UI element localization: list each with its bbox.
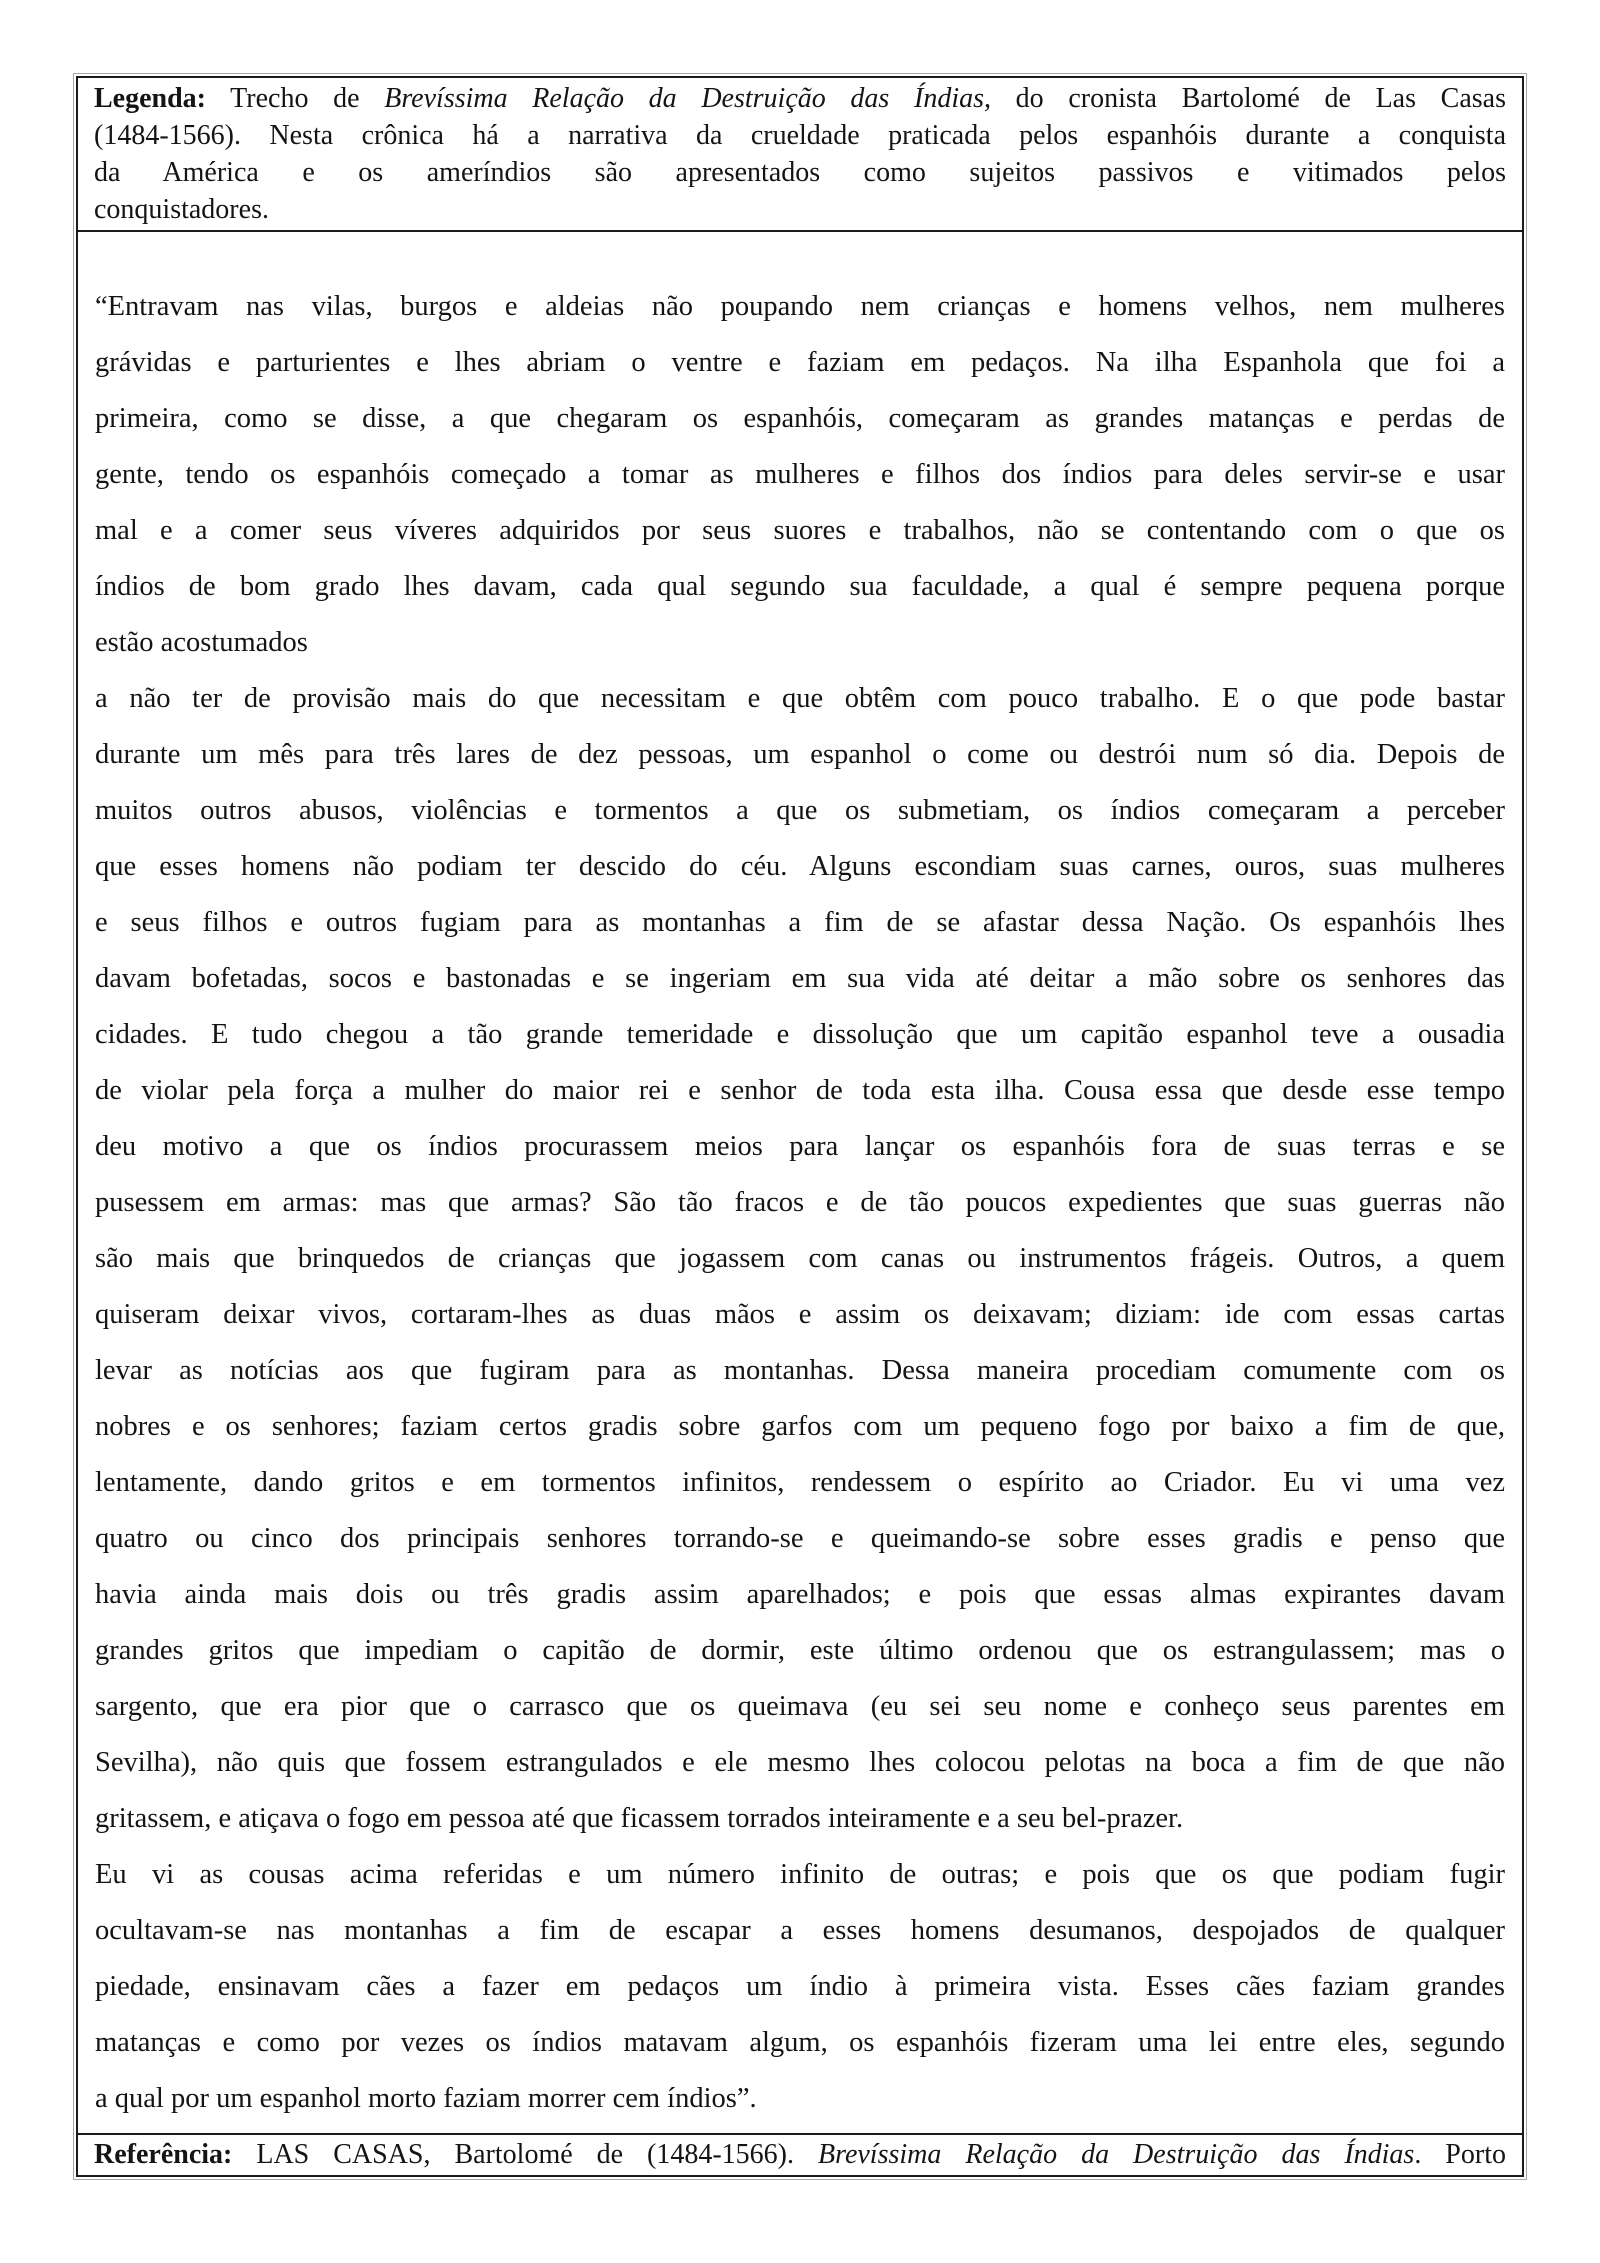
text-segment: pusessem em armas: mas que armas? São tão fracos e de tão poucos expedientes que suas guerras não	[95, 1187, 1505, 1218]
text-segment: matanças e como por vezes os índios matavam algum, os espanhóis fizeram uma lei entre eles, segundo	[95, 2027, 1505, 2058]
text-line	[95, 2015, 1505, 2071]
text-segment: deu motivo a que os índios procurassem meios para lançar os espanhóis fora de suas terras e se	[95, 1131, 1505, 1162]
text-line	[94, 191, 1506, 228]
text-segment: quiseram deixar vivos, cortaram-lhes as duas mãos e assim os deixavam; diziam: ide com essas cartas	[95, 1299, 1505, 1330]
text-line	[95, 1455, 1505, 1511]
text-line	[95, 1007, 1505, 1063]
text-segment: nobres e os senhores; faziam certos gradis sobre garfos com um pequeno fogo por baixo a fim de que,	[95, 1411, 1505, 1442]
text-segment: primeira, como se disse, a que chegaram os espanhóis, começaram as grandes matanças e perdas de	[95, 403, 1505, 434]
text-line	[94, 117, 1506, 154]
text-segment: lentamente, dando gritos e em tormentos infinitos, rendessem o espírito ao Criador. Eu vi uma vez	[95, 1467, 1505, 1498]
text-segment: a não ter de provisão mais do que necessitam e que obtêm com pouco trabalho. E o que pode bastar	[95, 683, 1505, 714]
text-line	[95, 1119, 1505, 1175]
body-paragraph	[95, 279, 1505, 671]
text-line	[94, 2137, 1506, 2173]
text-line	[95, 391, 1505, 447]
text-segment: “Entravam nas vilas, burgos e aldeias não poupando nem crianças e homens velhos, nem mulheres	[95, 291, 1505, 322]
text-line	[95, 1959, 1505, 2015]
text-line	[95, 1735, 1505, 1791]
text-line	[95, 951, 1505, 1007]
text-segment: . Porto	[1414, 2139, 1506, 2170]
bold-label: Legenda:	[94, 83, 206, 114]
text-line	[95, 503, 1505, 559]
text-segment: havia ainda mais dois ou três gradis assim aparelhados; e pois que essas almas expirantes davam	[95, 1579, 1505, 1610]
body-paragraph	[95, 671, 1505, 1847]
text-line	[95, 335, 1505, 391]
text-line	[95, 1623, 1505, 1679]
text-segment: grávidas e parturientes e lhes abriam o ventre e faziam em pedaços. Na ilha Espanhola que foi a	[95, 347, 1505, 378]
text-segment: índios de bom grado lhes davam, cada qual segundo sua faculdade, a qual é sempre pequena porque	[95, 571, 1505, 602]
text-segment: mal e a comer seus víveres adquiridos por seus suores e trabalhos, não se contentando com o que os	[95, 515, 1505, 546]
text-segment: de violar pela força a mulher do maior rei e senhor de toda esta ilha. Cousa essa que desde esse tempo	[95, 1075, 1505, 1106]
text-line	[95, 783, 1505, 839]
text-line	[95, 1287, 1505, 1343]
text-segment: ocultavam-se nas montanhas a fim de escapar a esses homens desumanos, despojados de qualquer	[95, 1915, 1505, 1946]
text-segment: são mais que brinquedos de crianças que jogassem com canas ou instrumentos frágeis. Outros, a quem	[95, 1243, 1505, 1274]
text-segment: gritassem, e atiçava o fogo em pessoa até que ficassem torrados inteiramente e a seu bel-prazer.	[95, 1803, 1184, 1834]
text-line	[95, 1511, 1505, 1567]
italic-title: Brevíssima Relação da Destruição das Índias	[817, 2139, 1415, 2170]
reference-row	[78, 2133, 1522, 2175]
text-segment: grandes gritos que impediam o capitão de dormir, este último ordenou que os estrangulassem; mas o	[95, 1635, 1505, 1666]
text-line	[95, 1343, 1505, 1399]
text-segment: cidades. E tudo chegou a tão grande temeridade e dissolução que um capitão espanhol teve a ousadia	[95, 1019, 1505, 1050]
bold-label: Referência:	[94, 2139, 233, 2170]
text-segment: Eu vi as cousas acima referidas e um número infinito de outras; e pois que os que podiam fugir	[95, 1859, 1505, 1890]
text-line	[95, 1679, 1505, 1735]
text-line	[95, 1903, 1505, 1959]
text-segment: do cronista Bartolomé de Las Casas	[991, 83, 1506, 114]
text-line	[95, 559, 1505, 615]
text-line	[95, 671, 1505, 727]
text-segment: conquistadores.	[94, 194, 269, 225]
text-segment: sargento, que era pior que o carrasco que os queimava (eu sei seu nome e conheço seus parentes em	[95, 1691, 1505, 1722]
text-segment: LAS CASAS, Bartolomé de (1484-1566).	[232, 2139, 818, 2170]
text-segment: quatro ou cinco dos principais senhores torrando-se e queimando-se sobre esses gradis e penso que	[95, 1523, 1505, 1554]
text-line	[94, 80, 1506, 117]
text-segment: durante um mês para três lares de dez pessoas, um espanhol o come ou destrói num só dia. Depois de	[95, 739, 1505, 770]
text-line	[95, 1847, 1505, 1903]
text-line	[95, 1791, 1505, 1847]
text-segment: gente, tendo os espanhóis começado a tomar as mulheres e filhos dos índios para deles servir-se e usar	[95, 459, 1505, 490]
text-segment: a qual por um espanhol morto faziam morrer cem índios”.	[95, 2083, 757, 2114]
text-segment: levar as notícias aos que fugiram para as montanhas. Dessa maneira procediam comumente com os	[95, 1355, 1505, 1386]
text-segment: Sevilha), não quis que fossem estrangulados e ele mesmo lhes colocou pelotas na boca a fim de que não	[95, 1747, 1505, 1778]
text-line	[95, 1399, 1505, 1455]
text-line	[95, 2071, 1505, 2127]
text-line	[95, 447, 1505, 503]
text-line	[95, 279, 1505, 335]
text-segment: da América e os ameríndios são apresentados como sujeitos passivos e vitimados pelos	[94, 157, 1506, 188]
text-line	[95, 1567, 1505, 1623]
text-line	[95, 839, 1505, 895]
document-table	[76, 76, 1524, 2177]
text-segment: piedade, ensinavam cães a fazer em pedaços um índio à primeira vista. Esses cães faziam grandes	[95, 1971, 1505, 2002]
text-segment: (1484-1566). Nesta crônica há a narrativa da crueldade praticada pelos espanhóis durante a conquista	[94, 120, 1506, 151]
text-segment: davam bofetadas, socos e bastonadas e se ingeriam em sua vida até deitar a mão sobre os senhores das	[95, 963, 1505, 994]
legend-row	[78, 78, 1522, 232]
text-line	[94, 154, 1506, 191]
text-line	[95, 1231, 1505, 1287]
text-segment: Trecho de	[206, 83, 385, 114]
text-line	[95, 1063, 1505, 1119]
text-line	[95, 1175, 1505, 1231]
text-segment: muitos outros abusos, violências e tormentos a que os submetiam, os índios começaram a perceber	[95, 795, 1505, 826]
text-segment: que esses homens não podiam ter descido do céu. Alguns escondiam suas carnes, ouros, suas mulheres	[95, 851, 1505, 882]
text-line	[95, 615, 1505, 671]
italic-title: Brevíssima Relação da Destruição das Índias,	[384, 83, 991, 114]
text-line	[95, 895, 1505, 951]
text-line	[95, 727, 1505, 783]
body-paragraph	[95, 1847, 1505, 2127]
text-segment: e seus filhos e outros fugiam para as montanhas a fim de se afastar dessa Nação. Os espanhóis lhes	[95, 907, 1505, 938]
text-segment: estão acostumados	[95, 627, 308, 658]
body-text	[78, 232, 1522, 2133]
